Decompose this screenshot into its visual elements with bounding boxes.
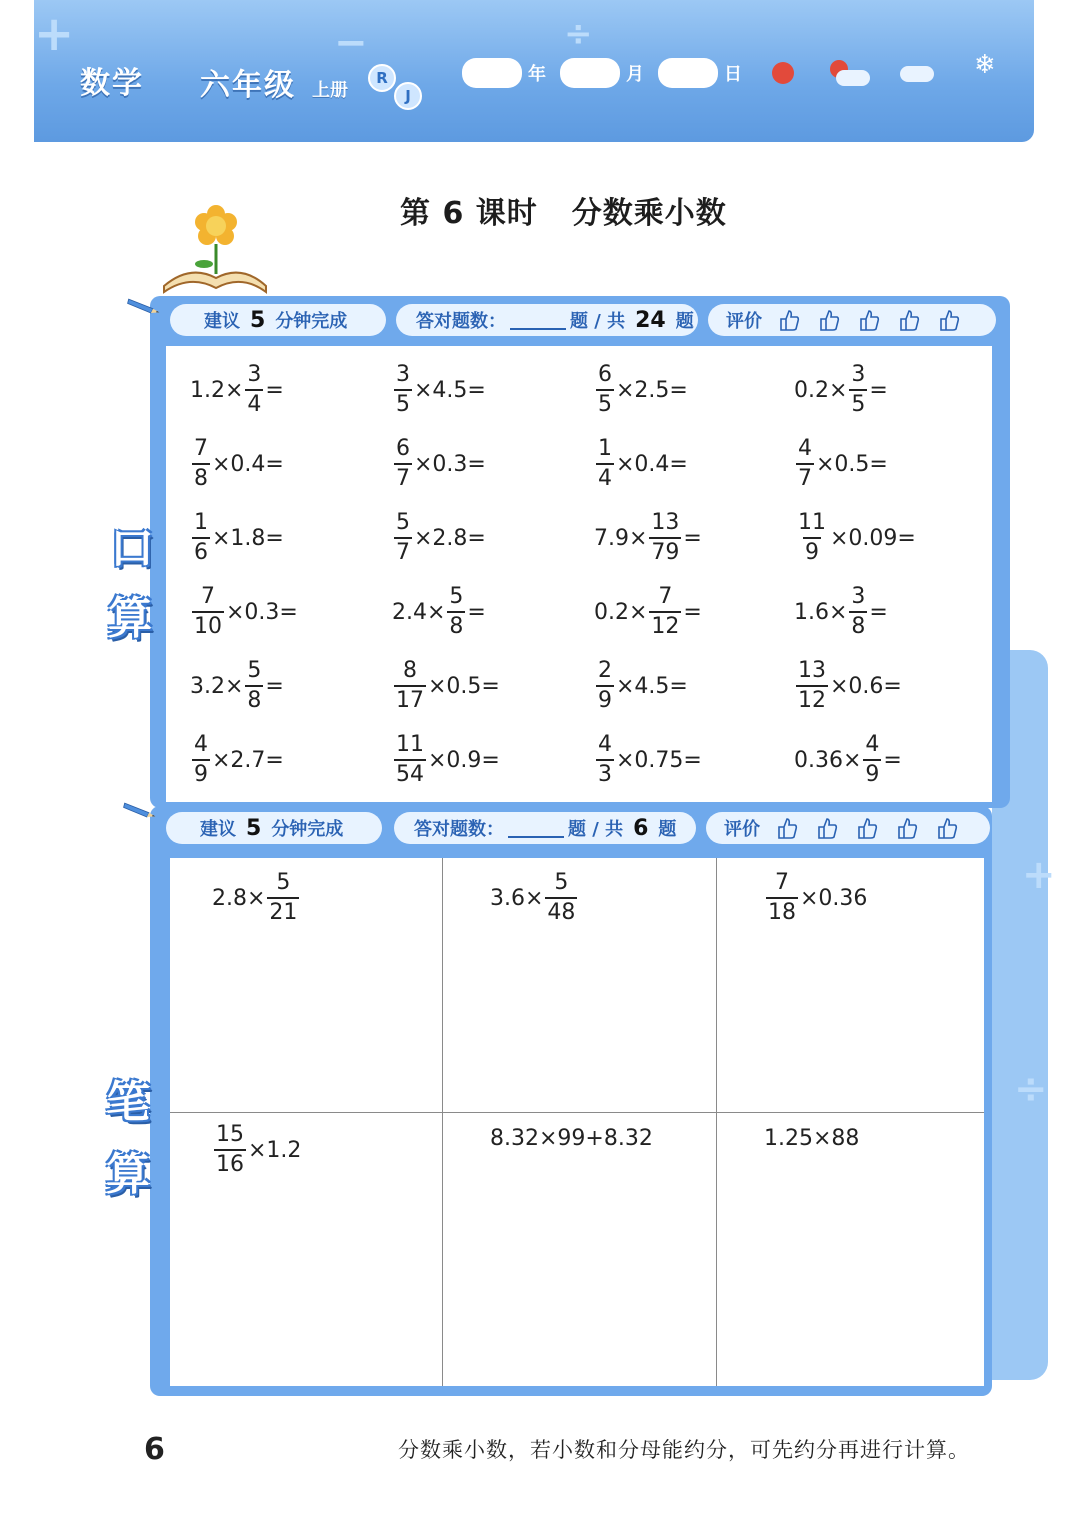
numerator: 7 xyxy=(658,584,673,609)
numerator: 5 xyxy=(396,510,410,535)
fraction xyxy=(596,734,614,786)
grid-divider xyxy=(716,858,717,1386)
eval-label: 评价 xyxy=(726,311,762,332)
expression-suffix: ×2.8= xyxy=(414,525,486,551)
oral-problem xyxy=(794,734,902,786)
numerator: 4 xyxy=(865,732,880,757)
numerator: 13 xyxy=(798,658,826,683)
numerator: 6 xyxy=(396,436,410,461)
numerator: 6 xyxy=(598,362,612,387)
fraction xyxy=(245,364,263,416)
expression-prefix: 3.2× xyxy=(190,673,244,699)
denominator: 5 xyxy=(849,389,867,416)
minus-decoration: − xyxy=(334,20,368,66)
cloudy-icon[interactable] xyxy=(900,62,940,90)
expression-suffix: = xyxy=(869,377,888,403)
denominator: 4 xyxy=(596,463,614,490)
fraction xyxy=(192,586,224,638)
expression-prefix: 0.36× xyxy=(794,747,862,773)
expression-suffix: ×0.36 xyxy=(800,885,868,911)
sunny-icon[interactable] xyxy=(772,62,794,84)
expression-suffix: ×0.3= xyxy=(414,451,486,477)
fraction xyxy=(394,438,412,490)
pencil-icon xyxy=(108,800,172,818)
denominator: 5 xyxy=(596,389,614,416)
written-problem xyxy=(212,1124,301,1176)
oral-problem xyxy=(392,364,486,416)
total-value: 6 xyxy=(633,815,649,841)
thumbs-up-icon[interactable] xyxy=(858,308,880,332)
numerator: 3 xyxy=(851,584,866,609)
oral-problem xyxy=(392,438,486,490)
denominator: 8 xyxy=(192,463,210,490)
lesson-title xyxy=(400,188,727,232)
pencil-icon xyxy=(112,296,176,314)
expression-suffix: ×0.4= xyxy=(616,451,688,477)
expression-text: 8.32×99+8.32 xyxy=(490,1126,653,1151)
thumbs-up-icon[interactable] xyxy=(856,816,878,840)
fraction xyxy=(849,586,867,638)
oral-problem xyxy=(794,512,916,564)
oral-problem xyxy=(594,512,702,564)
numerator: 8 xyxy=(403,658,417,683)
expression-suffix: ×2.5= xyxy=(616,377,688,403)
per-label: 题 / 共 xyxy=(568,819,624,840)
written-side-label-bi: 笔 xyxy=(106,1077,150,1128)
oral-problem xyxy=(190,438,284,490)
snow-icon[interactable]: ❄ xyxy=(974,50,996,80)
oral-problem xyxy=(594,438,688,490)
fraction xyxy=(214,1124,246,1176)
expression-prefix: 1.6× xyxy=(794,599,848,625)
fraction xyxy=(192,438,210,490)
oral-problem xyxy=(594,364,688,416)
grade-title: 六年级 xyxy=(200,68,296,103)
plus-decoration: + xyxy=(1022,852,1056,898)
fraction xyxy=(394,660,426,712)
numerator: 1 xyxy=(194,510,208,535)
oral-problem xyxy=(794,438,888,490)
denominator: 12 xyxy=(796,685,828,712)
numerator: 2 xyxy=(598,658,612,683)
lesson-topic: 分数乘小数 xyxy=(571,196,727,231)
fraction xyxy=(596,364,614,416)
fraction xyxy=(245,660,263,712)
minutes-value: 5 xyxy=(250,307,266,333)
page-number: 6 xyxy=(144,1432,165,1467)
oral-side-label-kou: 口 xyxy=(110,523,154,574)
oral-problem xyxy=(190,512,284,564)
denominator: 4 xyxy=(245,389,263,416)
grid-divider xyxy=(170,1112,984,1113)
minutes-value: 5 xyxy=(246,815,262,841)
oral-problem xyxy=(794,660,902,712)
oral-problem xyxy=(594,734,702,786)
denominator: 79 xyxy=(649,537,681,564)
month-label: 月 xyxy=(626,64,644,85)
grid-divider xyxy=(442,858,443,1386)
written-time-suggest xyxy=(166,812,382,844)
denominator: 3 xyxy=(596,759,614,786)
lesson-number: 第 6 课时 xyxy=(400,196,538,231)
partly-cloudy-icon[interactable] xyxy=(830,60,870,88)
expression-text: 1.25×88 xyxy=(764,1126,860,1151)
fraction xyxy=(394,512,412,564)
divide-decoration: ÷ xyxy=(1014,1066,1048,1112)
thumbs-up-icon[interactable] xyxy=(776,816,798,840)
expression-prefix: 2.4× xyxy=(392,599,446,625)
fraction xyxy=(192,512,210,564)
expression-suffix: ×0.09= xyxy=(830,525,916,551)
numerator: 7 xyxy=(775,870,789,895)
expression-suffix: = xyxy=(265,673,284,699)
expression-suffix: ×4.5= xyxy=(616,673,688,699)
correct-label: 答对题数： xyxy=(416,311,506,332)
year-field[interactable] xyxy=(462,58,522,88)
numerator: 3 xyxy=(851,362,866,387)
eval-label: 评价 xyxy=(724,819,760,840)
numerator: 4 xyxy=(798,436,812,461)
written-problem xyxy=(764,872,867,924)
finish-label: 分钟完成 xyxy=(275,311,348,332)
thumbs-up-icon[interactable] xyxy=(938,308,960,332)
written-problem xyxy=(764,1126,859,1151)
denominator: 6 xyxy=(192,537,210,564)
oral-score xyxy=(396,304,698,336)
numerator: 11 xyxy=(798,510,826,535)
expression-prefix: 3.6× xyxy=(490,885,544,911)
fraction xyxy=(545,872,577,924)
fraction xyxy=(447,586,465,638)
oral-problem xyxy=(392,660,500,712)
denominator: 9 xyxy=(863,759,881,786)
expression-suffix: = xyxy=(265,377,284,403)
denominator: 10 xyxy=(192,611,224,638)
expression-suffix: = xyxy=(683,525,702,551)
numerator: 1 xyxy=(598,436,612,461)
year-label: 年 xyxy=(528,64,546,85)
oral-problem xyxy=(594,586,702,638)
expression-prefix: 0.2× xyxy=(594,599,648,625)
expression-suffix: ×0.75= xyxy=(616,747,702,773)
numerator: 7 xyxy=(201,584,215,609)
numerator: 5 xyxy=(276,870,291,895)
written-side-label-suan: 算 xyxy=(106,1149,150,1200)
divide-decoration: ÷ xyxy=(564,14,593,54)
numerator: 3 xyxy=(247,362,262,387)
expression-suffix: ×1.8= xyxy=(212,525,284,551)
thumbs-up-icon[interactable] xyxy=(896,816,918,840)
written-problem xyxy=(490,1126,653,1151)
numerator: 4 xyxy=(598,732,612,757)
denominator: 9 xyxy=(192,759,210,786)
numerator: 13 xyxy=(651,510,680,535)
fraction xyxy=(796,512,828,564)
denominator: 48 xyxy=(545,897,577,924)
tip-text: 分数乘小数，若小数和分母能约分，可先约分再进行计算。 xyxy=(398,1438,970,1462)
numerator: 7 xyxy=(194,436,208,461)
numerator: 3 xyxy=(396,362,410,387)
oral-problem xyxy=(392,512,486,564)
fraction xyxy=(649,512,681,564)
day-label: 日 xyxy=(724,64,742,85)
day-field[interactable] xyxy=(658,58,718,88)
denominator: 9 xyxy=(596,685,614,712)
fraction xyxy=(649,586,681,638)
expression-suffix: = xyxy=(883,747,902,773)
expression-prefix: 0.2× xyxy=(794,377,848,403)
denominator: 18 xyxy=(766,897,798,924)
numerator: 11 xyxy=(396,732,424,757)
denominator: 7 xyxy=(394,463,412,490)
expression-prefix: 2.8× xyxy=(212,885,266,911)
denominator: 21 xyxy=(267,897,299,924)
written-problem xyxy=(490,872,579,924)
fraction xyxy=(394,734,426,786)
thumbs-up-icon[interactable] xyxy=(778,308,800,332)
numerator: 5 xyxy=(247,658,262,683)
numerator: 4 xyxy=(194,732,208,757)
denominator: 7 xyxy=(394,537,412,564)
expression-suffix: ×4.5= xyxy=(414,377,486,403)
oral-problem xyxy=(794,364,888,416)
fraction xyxy=(863,734,881,786)
fraction xyxy=(796,438,814,490)
fraction xyxy=(394,364,412,416)
oral-problem xyxy=(594,660,688,712)
denominator: 54 xyxy=(394,759,426,786)
oral-problem xyxy=(190,734,284,786)
numerator: 15 xyxy=(216,1122,244,1147)
correct-blank[interactable] xyxy=(510,310,566,330)
finish-label: 分钟完成 xyxy=(271,819,344,840)
oral-problem xyxy=(190,364,284,416)
expression-prefix: 7.9× xyxy=(594,525,648,551)
numerator: 5 xyxy=(449,584,464,609)
badge-j: J xyxy=(394,82,422,110)
denominator: 8 xyxy=(849,611,867,638)
oral-problem xyxy=(392,586,486,638)
written-evaluation xyxy=(706,812,990,844)
fraction xyxy=(766,872,798,924)
expression-suffix: ×2.7= xyxy=(212,747,284,773)
oral-evaluation xyxy=(708,304,996,336)
oral-problem xyxy=(190,660,284,712)
expression-suffix: = xyxy=(467,599,486,625)
denominator: 17 xyxy=(394,685,426,712)
oral-problem xyxy=(190,586,298,638)
oral-problem xyxy=(392,734,500,786)
correct-blank[interactable] xyxy=(508,818,564,838)
expression-suffix: ×1.2 xyxy=(248,1137,302,1163)
denominator: 8 xyxy=(245,685,263,712)
written-problem xyxy=(212,872,301,924)
fraction xyxy=(849,364,867,416)
denominator: 8 xyxy=(447,611,465,638)
expression-suffix: ×0.5= xyxy=(816,451,888,477)
denominator: 9 xyxy=(803,537,821,564)
expression-prefix: 1.2× xyxy=(190,377,244,403)
ti-label: 题 xyxy=(658,819,677,840)
subject-title: 数学 xyxy=(80,66,144,101)
thumbs-up-icon[interactable] xyxy=(818,308,840,332)
thumbs-up-icon[interactable] xyxy=(936,816,958,840)
fraction xyxy=(192,734,210,786)
volume-label: 上册 xyxy=(312,80,348,101)
suggest-label: 建议 xyxy=(204,311,240,332)
book-flower-icon xyxy=(160,204,270,296)
thumbs-up-icon[interactable] xyxy=(898,308,920,332)
fraction xyxy=(596,438,614,490)
numerator: 5 xyxy=(554,870,569,895)
denominator: 16 xyxy=(214,1149,246,1176)
oral-problem xyxy=(794,586,888,638)
denominator: 12 xyxy=(649,611,681,638)
written-score xyxy=(394,812,696,844)
oral-side-label-suan: 算 xyxy=(108,593,152,644)
expression-suffix: ×0.9= xyxy=(428,747,500,773)
expression-suffix: ×0.5= xyxy=(428,673,500,699)
expression-suffix: = xyxy=(683,599,702,625)
fraction xyxy=(796,660,828,712)
written-answer-area xyxy=(170,858,984,1386)
denominator: 7 xyxy=(796,463,814,490)
expression-suffix: ×0.3= xyxy=(226,599,298,625)
denominator: 5 xyxy=(394,389,412,416)
fraction xyxy=(596,660,614,712)
suggest-label: 建议 xyxy=(200,819,236,840)
expression-suffix: = xyxy=(869,599,888,625)
plus-decoration: + xyxy=(34,6,75,62)
expression-suffix: ×0.6= xyxy=(830,673,902,699)
badge-r: R xyxy=(368,64,396,92)
correct-label: 答对题数： xyxy=(414,819,504,840)
oral-time-suggest xyxy=(170,304,386,336)
total-value: 24 xyxy=(635,307,666,333)
thumbs-up-icon[interactable] xyxy=(816,816,838,840)
per-label: 题 / 共 xyxy=(570,311,626,332)
expression-suffix: ×0.4= xyxy=(212,451,284,477)
fraction xyxy=(267,872,299,924)
ti-label: 题 xyxy=(675,311,694,332)
month-field[interactable] xyxy=(560,58,620,88)
